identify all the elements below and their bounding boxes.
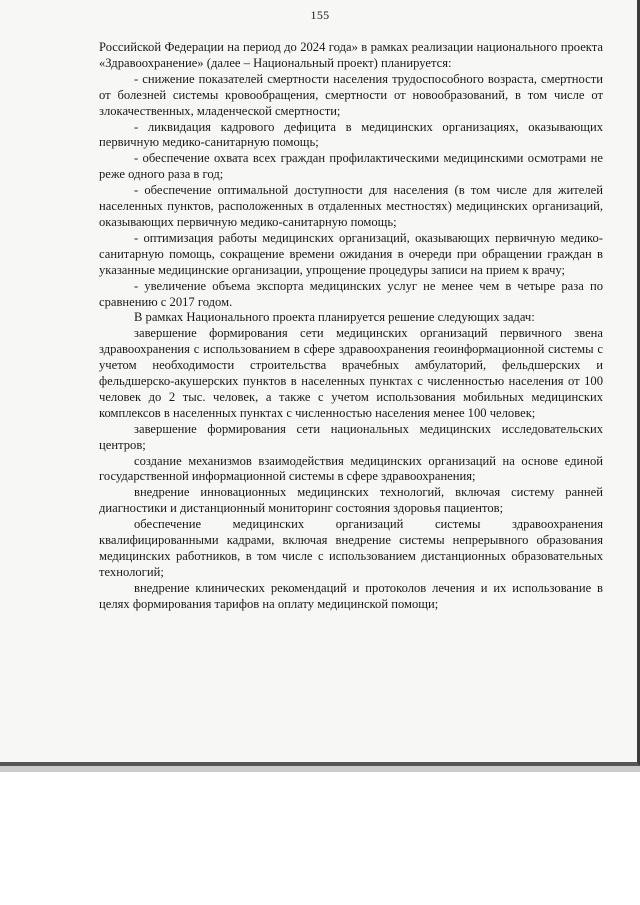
task-item: внедрение инновационных медицинских технологий, включая систему ранней диагностики и дистанционный мониторинг состояния здоровья пациентов; bbox=[99, 485, 603, 516]
scan-edge-shadow bbox=[0, 766, 640, 772]
page-number: 155 bbox=[310, 8, 330, 22]
planned-item: - обеспечение оптимальной доступности для населения (в том числе для жителей населенных пунктов, расположенных в отдаленных местностях) медицинских организаций, оказывающих первичную медико-санитарную помощь; bbox=[99, 183, 603, 229]
task-item: завершение формирования сети национальных медицинских исследовательских центров; bbox=[99, 421, 603, 452]
intro-paragraph: Российской Федерации на период до 2024 года» в рамках реализации национального проекта «Здравоохранение» (далее – Национальный проект) планируется: bbox=[99, 40, 603, 70]
task-item: создание механизмов взаимодействия медицинских организаций на основе единой государственной информационной системы в сфере здравоохранения; bbox=[99, 453, 603, 484]
task-item: обеспечение медицинских организаций системы здравоохранения квалифицированными кадрами, включая внедрение системы непрерывного образования медицинских работников, в том числе с использованием дистанционных образовательных технологий; bbox=[99, 517, 603, 579]
planned-item: - обеспечение охвата всех граждан профилактическими медицинскими осмотрами не реже одного раза в год; bbox=[99, 151, 603, 182]
planned-item: - увеличение объема экспорта медицинских услуг не менее чем в четыре раза по сравнению с 2017 годом. bbox=[99, 278, 603, 309]
task-item: завершение формирования сети медицинских организаций первичного звена здравоохранения с использованием в сфере здравоохранения геоинформационной системы с учетом необходимости строительства врачебных амбулаторий, фельдшерских и фельдшерско-акушерских пунктов в населенных пунктах с численностью населения от 100 человек до 2 тыс. человек, а также с учетом использования мобильных медицинских комплексов в населенных пунктах с численностью населения менее 100 человек; bbox=[99, 326, 603, 420]
planned-item: - снижение показателей смертности населения трудоспособного возраста, смертности от болезней системы кровообращения, смертности от новообразований, в том числе от злокачественных, младенческой смертности; bbox=[99, 71, 603, 118]
planned-item: - ликвидация кадрового дефицита в медицинских организациях, оказывающих первичную медико-санитарную помощь; bbox=[99, 119, 603, 150]
planned-item: - оптимизация работы медицинских организаций, оказывающих первичную медико-санитарную помощь, сокращение времени ожидания в очереди при обращении граждан в указанные медицинские организации, упрощение процедуры записи на прием к врачу; bbox=[99, 230, 603, 277]
tasks-intro-paragraph: В рамках Национального проекта планируется решение следующих задач: bbox=[134, 310, 535, 325]
document-body bbox=[99, 40, 603, 613]
task-item: внедрение клинических рекомендаций и протоколов лечения и их использование в целях формирования тарифов на оплату медицинской помощи; bbox=[99, 580, 603, 611]
